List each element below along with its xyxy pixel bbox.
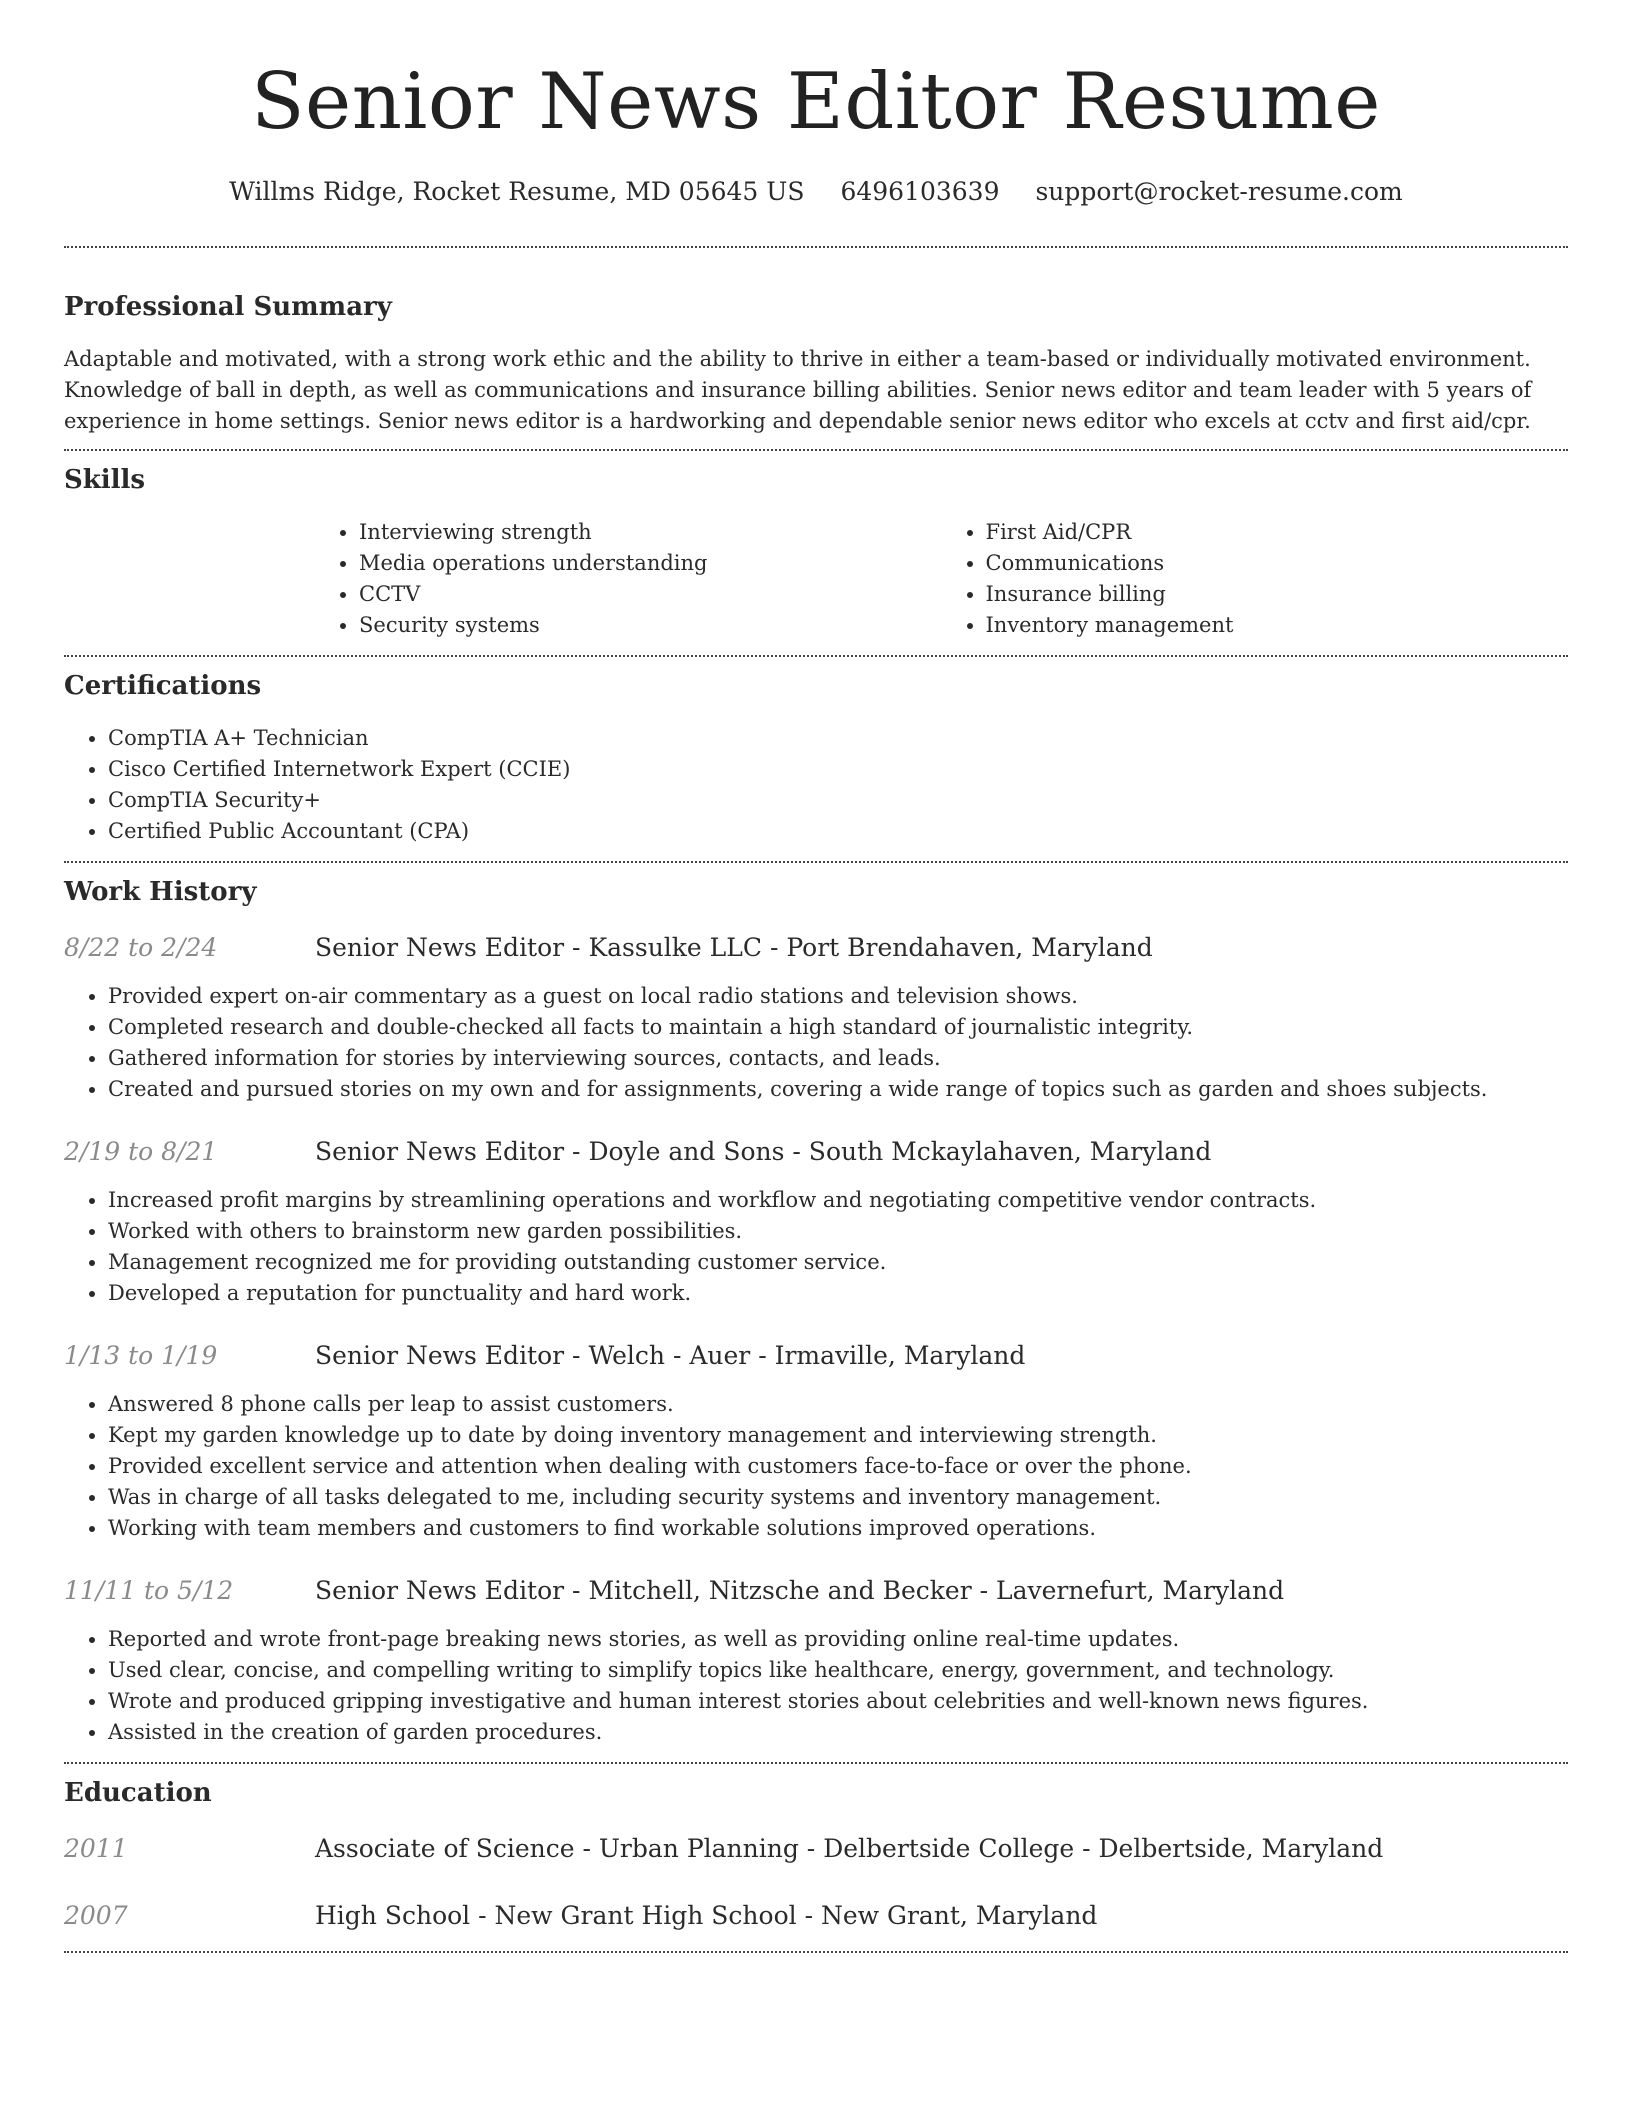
divider (64, 449, 1568, 451)
list-item: • Working with team members and customers to find workable solutions improved operations. (108, 1513, 1568, 1544)
contact-email: support@rocket-resume.com (1035, 177, 1403, 206)
skills-list-left (315, 517, 942, 641)
summary-section (64, 290, 1568, 437)
list-item: • Increased profit margins by streamlining operations and workflow and negotiating competitive vendor contracts. (108, 1185, 1568, 1216)
contact-line (64, 174, 1568, 210)
contact-address: Willms Ridge, Rocket Resume, MD 05645 US (229, 177, 805, 206)
job-title: Senior News Editor - Doyle and Sons - South Mckaylahaven, Maryland (315, 1137, 1212, 1166)
job-header (64, 931, 1568, 965)
education-title: High School - New Grant High School - New Grant, Maryland (315, 1901, 1098, 1930)
list-item: • Interviewing strength (359, 517, 942, 548)
list-item: • Inventory management (986, 610, 1569, 641)
certifications-list (64, 723, 1568, 847)
divider (64, 861, 1568, 863)
list-item: • Insurance billing (986, 579, 1569, 610)
education-entry (64, 1899, 1568, 1933)
job-bullets (64, 1624, 1568, 1748)
job-entry (64, 931, 1568, 1105)
education-entry (64, 1832, 1568, 1866)
job-entry (64, 1574, 1568, 1748)
list-item: • Completed research and double-checked all facts to maintain a high standard of journalistic integrity. (108, 1012, 1568, 1043)
list-item: • Answered 8 phone calls per leap to assist customers. (108, 1389, 1568, 1420)
job-entry (64, 1135, 1568, 1309)
skills-list-right (942, 517, 1569, 641)
job-dates: 1/13 to 1/19 (64, 1341, 218, 1370)
divider (64, 246, 1568, 248)
job-title: Senior News Editor - Mitchell, Nitzsche and Becker - Lavernefurt, Maryland (315, 1576, 1285, 1605)
job-bullets (64, 981, 1568, 1105)
skills-heading: Skills (64, 465, 146, 495)
job-header (64, 1135, 1568, 1169)
list-item: • Provided expert on-air commentary as a guest on local radio stations and television shows. (108, 981, 1568, 1012)
job-header (64, 1339, 1568, 1373)
list-item: • Communications (986, 548, 1569, 579)
list-item: • Provided excellent service and attention when dealing with customers face-to-face or over the phone. (108, 1451, 1568, 1482)
job-dates: 2/19 to 8/21 (64, 1137, 218, 1166)
divider (64, 655, 1568, 657)
job-title: Senior News Editor - Welch - Auer - Irmaville, Maryland (315, 1341, 1026, 1370)
education-title: Associate of Science - Urban Planning - Delbertside College - Delbertside, Maryland (315, 1834, 1384, 1863)
list-item: • Reported and wrote front-page breaking news stories, as well as providing online real-time updates. (108, 1624, 1568, 1655)
list-item: • CompTIA Security+ (108, 785, 1568, 816)
list-item: • Assisted in the creation of garden procedures. (108, 1717, 1568, 1748)
list-item: • Created and pursued stories on my own and for assignments, covering a wide range of topics such as garden and shoes subjects. (108, 1074, 1568, 1105)
job-entry (64, 1339, 1568, 1544)
list-item: • Was in charge of all tasks delegated to me, including security systems and inventory management. (108, 1482, 1568, 1513)
job-bullets (64, 1389, 1568, 1544)
list-item: • Gathered information for stories by interviewing sources, contacts, and leads. (108, 1043, 1568, 1074)
skills-grid (315, 517, 1568, 641)
job-dates: 11/11 to 5/12 (64, 1576, 234, 1605)
certifications-heading: Certifications (64, 671, 262, 701)
work-history-heading: Work History (64, 877, 257, 907)
list-item: • Developed a reputation for punctuality and hard work. (108, 1278, 1568, 1309)
list-item: • Worked with others to brainstorm new garden possibilities. (108, 1216, 1568, 1247)
education-year: 2011 (64, 1834, 128, 1863)
list-item: • Certified Public Accountant (CPA) (108, 816, 1568, 847)
education-year: 2007 (64, 1901, 128, 1930)
list-item: • Media operations understanding (359, 548, 942, 579)
list-item: • Security systems (359, 610, 942, 641)
list-item: • Kept my garden knowledge up to date by doing inventory management and interviewing strength. (108, 1420, 1568, 1451)
certifications-section (64, 669, 1568, 847)
summary-heading: Professional Summary (64, 292, 392, 322)
education-heading: Education (64, 1778, 212, 1808)
work-history-section (64, 875, 1568, 1748)
skills-section (64, 463, 1568, 641)
list-item: • CCTV (359, 579, 942, 610)
summary-text: Adaptable and motivated, with a strong work ethic and the ability to thrive in either a team-based or individually motivated environment. Knowledge of ball in depth, as well as communications and insurance billing abilities. Senior news editor and team leader with 5 years of experience in home settings. Senior news editor is a hardworking and dependable senior news editor who excels at cctv and first aid/cpr. (64, 347, 1532, 433)
job-title: Senior News Editor - Kassulke LLC - Port Brendahaven, Maryland (315, 933, 1153, 962)
job-bullets (64, 1185, 1568, 1309)
education-section (64, 1776, 1568, 1933)
list-item: • Used clear, concise, and compelling writing to simplify topics like healthcare, energy, government, and technology. (108, 1655, 1568, 1686)
list-item: • CompTIA A+ Technician (108, 723, 1568, 754)
list-item: • Cisco Certified Internetwork Expert (CCIE) (108, 754, 1568, 785)
list-item: • First Aid/CPR (986, 517, 1569, 548)
contact-phone: 6496103639 (840, 177, 1000, 206)
divider (64, 1951, 1568, 1953)
job-dates: 8/22 to 2/24 (64, 933, 218, 962)
list-item: • Management recognized me for providing outstanding customer service. (108, 1247, 1568, 1278)
list-item: • Wrote and produced gripping investigative and human interest stories about celebrities and well-known news figures. (108, 1686, 1568, 1717)
resume-title: Senior News Editor Resume (251, 57, 1381, 147)
job-header (64, 1574, 1568, 1608)
divider (64, 1762, 1568, 1764)
